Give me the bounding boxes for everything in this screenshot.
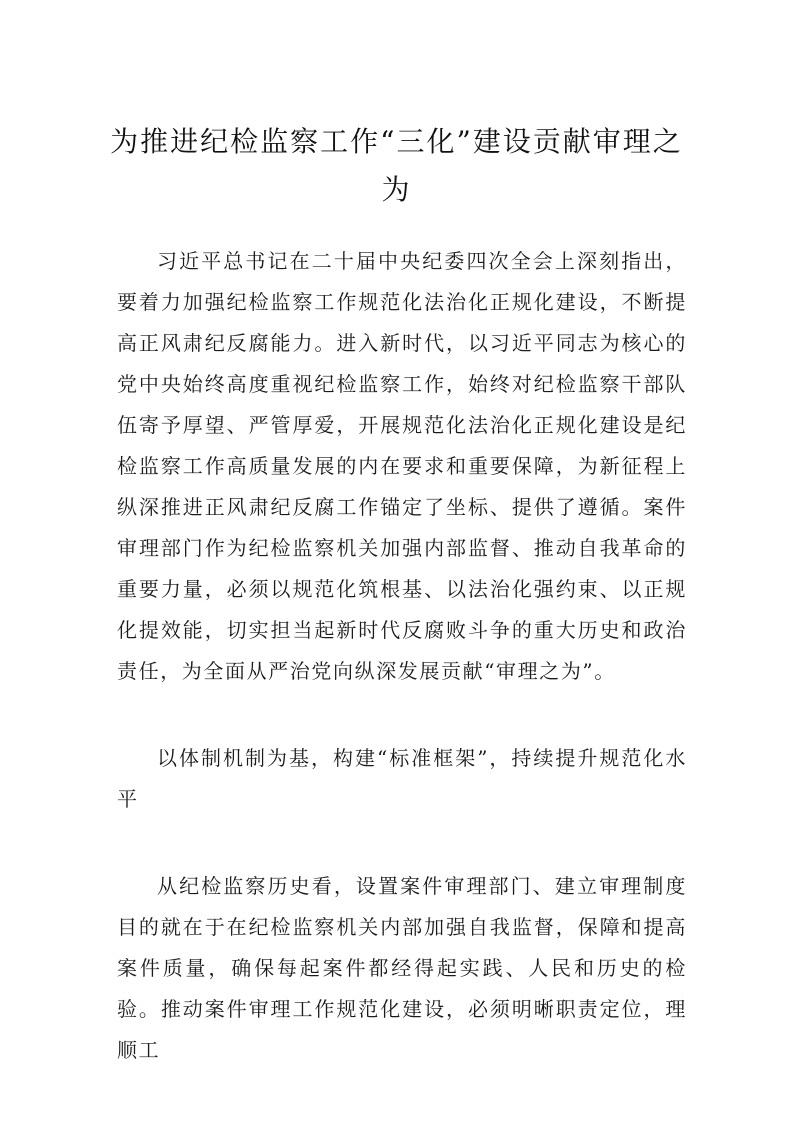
body-paragraph-intro: 习近平总书记在二十届中央纪委四次全会上深刻指出，要着力加强纪检监察工作规范化法治化正规化建设，不断提高正风肃纪反腐能力。进入新时代，以习近平同志为核心的党中央始终高度重视纪检监察工作，始终对纪检监察干部队伍寄予厚望、严管厚爱，开展规范化法治化正规化建设是纪检监察工作高质量发展的内在要求和重要保障，为新征程上纵深推进正风肃纪反腐工作锚定了坐标、提供了遵循。案件审理部门作为纪检监察机关加强内部监督、推动自我革命的重要力量，必须以规范化筑根基、以法治化强约束、以正规化提效能，切实担当起新时代反腐败斗争的重大历史和政治责任，为全面从严治党向纵深发展贡献“审理之为”。 (117, 249, 687, 683)
section-heading: 以体制机制为基，构建“标准框架”，持续提升规范化水平 (117, 746, 687, 811)
body-paragraph-section-1: 从纪检监察历史看，设置案件审理部门、建立审理制度目的就在于在纪检监察机关内部加强自我监督，保障和提高案件质量，确保每起案件都经得起实践、人民和历史的检验。推动案件审理工作规范化建设，必须明晰职责定位，理顺工 (117, 874, 687, 1062)
document-title: 为推进纪检监察工作“三化”建设贡献审理之为 (110, 125, 683, 206)
